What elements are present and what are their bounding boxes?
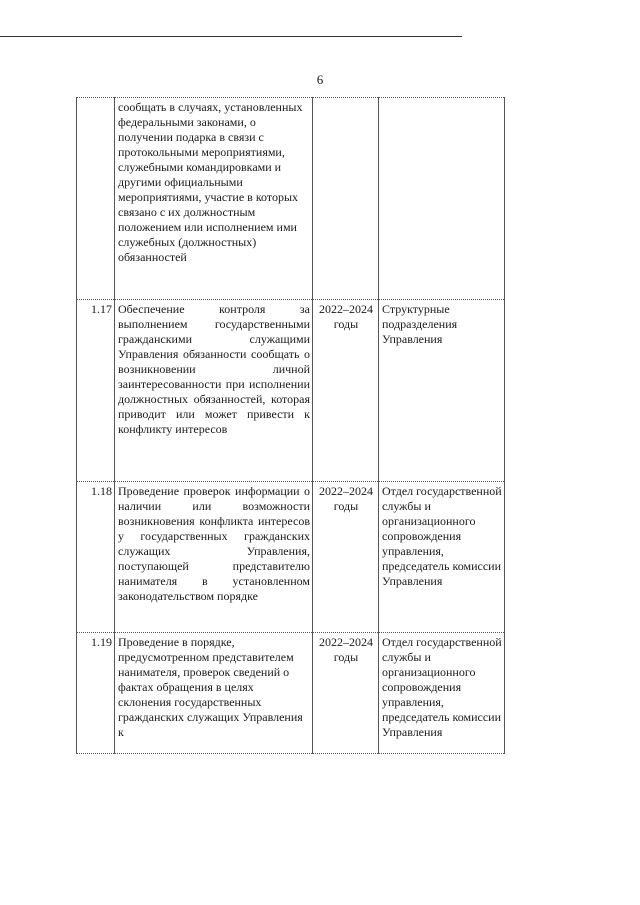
- table-row: [77, 300, 505, 482]
- item-number: 1.19: [77, 633, 115, 754]
- measure-responsible: Отдел государственной службы и организационного сопровождения управления, председатель комиссии Управления: [379, 633, 505, 754]
- measure-description: Проведение в порядке, предусмотренном представителем нанимателя, проверок сведений о фактах обращения в целях склонения государственных гражданских служащих Управления к: [115, 633, 313, 754]
- measure-responsible: [379, 98, 505, 300]
- header-rule: [0, 36, 462, 37]
- measure-term: [313, 98, 379, 300]
- measure-responsible: Отдел государственной службы и организационного сопровождения управления, председатель комиссии Управления: [379, 482, 505, 633]
- measure-description: Проведение проверок информации о наличии или возможности возникновения конфликта интересов у государственных гражданских служащих Управления, поступающей представителю нанимателя в установленном законодательством порядке: [115, 482, 313, 633]
- table-row: [77, 482, 505, 633]
- table-row: [77, 98, 505, 300]
- measure-description: Обеспечение контроля за выполнением государственными гражданскими служащими Управления обязанности сообщать о возникновении личной заинтересованности при исполнении должностных обязанностей, которая приводит или может привести к конфликту интересов: [115, 300, 313, 482]
- item-number: 1.17: [77, 300, 115, 482]
- measure-term: 2022–2024 годы: [313, 300, 379, 482]
- measure-responsible: Структурные подразделения Управления: [379, 300, 505, 482]
- table-row: [77, 633, 505, 754]
- measure-description: сообщать в случаях, установленных федеральными законами, о получении подарка в связи с протокольными мероприятиями, служебными командировками и другими официальными мероприятиями, участие в которых связано с их должностным положением или исполнением ими служебных (должностных) обязанностей: [115, 98, 313, 300]
- item-number: 1.18: [77, 482, 115, 633]
- item-number: [77, 98, 115, 300]
- page-number: 6: [316, 72, 324, 87]
- measure-term: 2022–2024 годы: [313, 633, 379, 754]
- measure-term: 2022–2024 годы: [313, 482, 379, 633]
- measures-table: [76, 97, 505, 754]
